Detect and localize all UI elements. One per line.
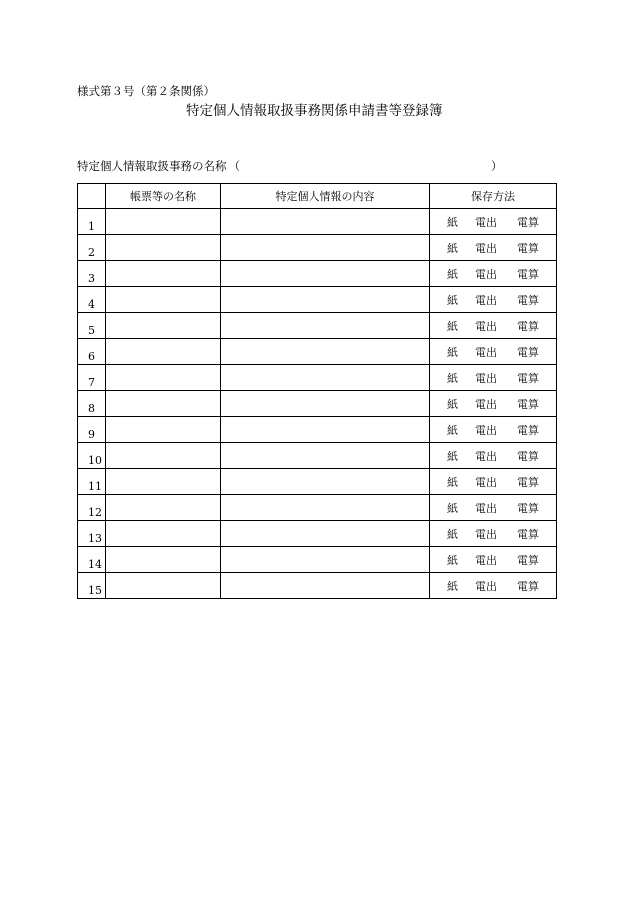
method-electronic-output[interactable]: 電出 [475,241,497,255]
document-name-cell[interactable] [106,417,221,443]
table-row [78,391,557,417]
document-name-cell[interactable] [106,469,221,495]
method-electronic-output[interactable]: 電出 [475,475,497,489]
method-paper[interactable]: 紙 [447,423,458,437]
office-name-line [77,158,507,174]
document-name-cell[interactable] [106,495,221,521]
storage-method-cell [430,287,557,313]
storage-method-cell [430,469,557,495]
content-cell[interactable] [221,547,430,573]
method-paper[interactable]: 紙 [447,319,458,333]
office-name-close-paren: ） [491,159,503,173]
method-computer[interactable]: 電算 [517,293,539,307]
document-name-cell[interactable] [106,547,221,573]
method-paper[interactable]: 紙 [447,475,458,489]
storage-method-cell [430,547,557,573]
storage-method-cell [430,521,557,547]
row-number: 9 [78,417,106,443]
method-computer[interactable]: 電算 [517,527,539,541]
method-computer[interactable]: 電算 [517,423,539,437]
office-name-open-paren: （ [228,159,240,173]
header-content: 特定個人情報の内容 [221,184,430,209]
table-row [78,209,557,235]
row-number: 10 [78,443,106,469]
method-computer[interactable]: 電算 [517,553,539,567]
table-row [78,417,557,443]
header-document-name: 帳票等の名称 [106,184,221,209]
row-number: 1 [78,209,106,235]
header-number [78,184,106,209]
method-paper[interactable]: 紙 [447,267,458,281]
storage-method-cell [430,339,557,365]
document-name-cell[interactable] [106,573,221,599]
header-storage-method: 保存方法 [430,184,557,209]
method-computer[interactable]: 電算 [517,241,539,255]
register-table [77,183,557,599]
row-number: 8 [78,391,106,417]
method-electronic-output[interactable]: 電出 [475,371,497,385]
table-row [78,521,557,547]
method-paper[interactable]: 紙 [447,241,458,255]
row-number: 11 [78,469,106,495]
method-computer[interactable]: 電算 [517,345,539,359]
storage-method-cell [430,417,557,443]
method-electronic-output[interactable]: 電出 [475,319,497,333]
row-number: 14 [78,547,106,573]
table-row [78,313,557,339]
row-number: 2 [78,235,106,261]
method-electronic-output[interactable]: 電出 [475,293,497,307]
method-paper[interactable]: 紙 [447,579,458,593]
content-cell[interactable] [221,391,430,417]
document-name-cell[interactable] [106,521,221,547]
document-name-cell[interactable] [106,443,221,469]
method-computer[interactable]: 電算 [517,449,539,463]
document-name-cell[interactable] [106,209,221,235]
storage-method-cell [430,313,557,339]
method-paper[interactable]: 紙 [447,345,458,359]
table-row [78,469,557,495]
method-electronic-output[interactable]: 電出 [475,267,497,281]
table-row [78,339,557,365]
document-title: 特定個人情報取扱事務関係申請書等登録簿 [186,103,443,119]
method-electronic-output[interactable]: 電出 [475,527,497,541]
document-name-cell[interactable] [106,339,221,365]
table-row [78,443,557,469]
row-number: 4 [78,287,106,313]
content-cell[interactable] [221,469,430,495]
method-computer[interactable]: 電算 [517,475,539,489]
storage-method-cell [430,209,557,235]
method-paper[interactable]: 紙 [447,215,458,229]
row-number: 7 [78,365,106,391]
method-electronic-output[interactable]: 電出 [475,553,497,567]
content-cell[interactable] [221,495,430,521]
office-name-label: 特定個人情報取扱事務の名称 [77,159,227,173]
method-paper[interactable]: 紙 [447,527,458,541]
content-cell[interactable] [221,521,430,547]
row-number: 6 [78,339,106,365]
header-row [78,184,557,209]
method-electronic-output[interactable]: 電出 [475,345,497,359]
method-electronic-output[interactable]: 電出 [475,397,497,411]
method-computer[interactable]: 電算 [517,215,539,229]
document-name-cell[interactable] [106,261,221,287]
method-computer[interactable]: 電算 [517,501,539,515]
storage-method-cell [430,365,557,391]
storage-method-cell [430,391,557,417]
method-computer[interactable]: 電算 [517,579,539,593]
method-electronic-output[interactable]: 電出 [475,449,497,463]
row-number: 13 [78,521,106,547]
storage-method-cell [430,261,557,287]
table-row [78,287,557,313]
content-cell[interactable] [221,235,430,261]
row-number: 5 [78,313,106,339]
document-name-cell[interactable] [106,313,221,339]
storage-method-cell [430,495,557,521]
form-number: 様式第３号（第２条関係） [77,84,215,98]
document-name-cell[interactable] [106,391,221,417]
method-computer[interactable]: 電算 [517,371,539,385]
storage-method-cell [430,235,557,261]
method-computer[interactable]: 電算 [517,397,539,411]
document-name-cell[interactable] [106,235,221,261]
table-row [78,547,557,573]
method-paper[interactable]: 紙 [447,501,458,515]
table-row [78,235,557,261]
method-paper[interactable]: 紙 [447,293,458,307]
method-paper[interactable]: 紙 [447,553,458,567]
method-electronic-output[interactable]: 電出 [475,579,497,593]
table-row [78,573,557,599]
content-cell[interactable] [221,287,430,313]
row-number: 12 [78,495,106,521]
content-cell[interactable] [221,417,430,443]
method-electronic-output[interactable]: 電出 [475,501,497,515]
content-cell[interactable] [221,339,430,365]
table-row [78,365,557,391]
method-computer[interactable]: 電算 [517,319,539,333]
method-computer[interactable]: 電算 [517,267,539,281]
document-name-cell[interactable] [106,287,221,313]
storage-method-cell [430,573,557,599]
storage-method-cell [430,443,557,469]
method-paper[interactable]: 紙 [447,371,458,385]
table-row [78,261,557,287]
method-electronic-output[interactable]: 電出 [475,215,497,229]
register-body [78,209,557,599]
document-name-cell[interactable] [106,365,221,391]
method-electronic-output[interactable]: 電出 [475,423,497,437]
method-paper[interactable]: 紙 [447,449,458,463]
table-row [78,495,557,521]
row-number: 3 [78,261,106,287]
content-cell[interactable] [221,365,430,391]
row-number: 15 [78,573,106,599]
method-paper[interactable]: 紙 [447,397,458,411]
content-cell[interactable] [221,573,430,599]
content-cell[interactable] [221,313,430,339]
content-cell[interactable] [221,443,430,469]
content-cell[interactable] [221,261,430,287]
content-cell[interactable] [221,209,430,235]
